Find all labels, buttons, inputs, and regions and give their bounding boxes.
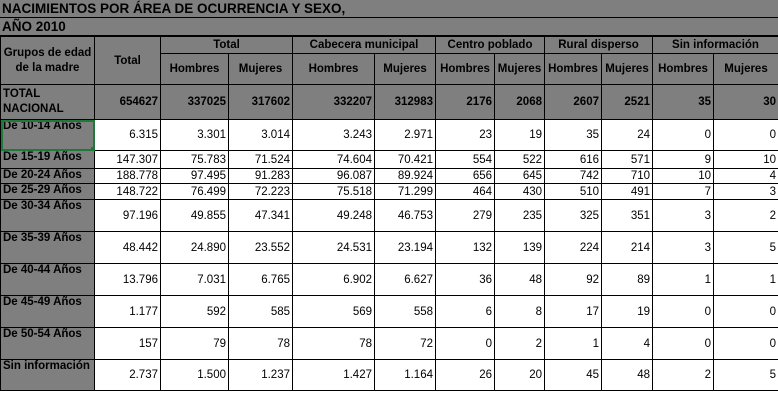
table-cell[interactable]: 92 [545, 264, 602, 296]
table-row [1, 151, 778, 169]
table-cell[interactable]: 48 [602, 360, 653, 391]
table-cell[interactable]: 75.518 [293, 184, 375, 200]
table-cell[interactable]: 5 [714, 232, 778, 264]
table-cell[interactable]: 1.237 [229, 360, 293, 391]
table-cell[interactable]: 4 [602, 328, 653, 360]
total-cell[interactable]: 30 [714, 85, 778, 120]
table-cell[interactable]: 48.442 [95, 232, 161, 264]
table-cell[interactable]: 3 [653, 232, 714, 264]
subheader-rural-disperso-hombres[interactable]: Hombres [545, 54, 602, 85]
table-cell[interactable]: 430 [495, 184, 545, 200]
table-cell[interactable]: 78 [229, 328, 293, 360]
table-cell[interactable]: 24 [602, 120, 653, 151]
table-cell[interactable]: 47.341 [229, 200, 293, 232]
total-cell[interactable]: 312983 [375, 85, 436, 120]
total-row-label[interactable]: TOTAL NACIONAL [1, 85, 95, 120]
table-cell[interactable]: 157 [95, 328, 161, 360]
table-cell[interactable]: 24.890 [161, 232, 229, 264]
table-cell[interactable]: 554 [436, 151, 495, 169]
total-cell[interactable]: 2068 [495, 85, 545, 120]
total-cell[interactable]: 2607 [545, 85, 602, 120]
table-cell[interactable]: 75.783 [161, 151, 229, 169]
table-row [1, 169, 778, 184]
table-cell[interactable]: 592 [161, 296, 229, 328]
table-row [1, 120, 778, 151]
table-cell[interactable]: 23.194 [375, 232, 436, 264]
table-cell[interactable]: 325 [545, 200, 602, 232]
table-cell[interactable]: 1 [653, 264, 714, 296]
table-cell[interactable]: 72 [375, 328, 436, 360]
table-cell[interactable]: 214 [602, 232, 653, 264]
total-cell[interactable]: 317602 [229, 85, 293, 120]
table-row [1, 232, 778, 264]
table-cell[interactable]: 96.087 [293, 169, 375, 184]
table-cell[interactable]: 7.031 [161, 264, 229, 296]
table-cell[interactable]: 19 [602, 296, 653, 328]
table-cell[interactable]: 558 [375, 296, 436, 328]
table-cell[interactable]: 585 [229, 296, 293, 328]
table-cell[interactable]: 13.796 [95, 264, 161, 296]
subheader-rural-disperso-mujeres[interactable]: Mujeres [602, 54, 653, 85]
table-row [1, 296, 778, 328]
table-cell[interactable]: 0 [714, 296, 778, 328]
table-cell[interactable]: 35 [545, 120, 602, 151]
table-cell[interactable]: 10 [653, 169, 714, 184]
table-cell[interactable]: 571 [602, 151, 653, 169]
table-cell[interactable]: 76.499 [161, 184, 229, 200]
table-cell[interactable]: 5 [714, 360, 778, 391]
subheader-cabecera-hombres[interactable]: Hombres [293, 54, 375, 85]
table-cell[interactable]: 464 [436, 184, 495, 200]
table-cell[interactable]: 49.855 [161, 200, 229, 232]
header-group-rural-disperso[interactable]: Rural disperso [545, 37, 653, 54]
table-cell[interactable]: 147.307 [95, 151, 161, 169]
total-cell[interactable]: 654627 [95, 85, 161, 120]
table-cell[interactable]: 6.902 [293, 264, 375, 296]
table-cell[interactable]: 148.722 [95, 184, 161, 200]
table-cell[interactable]: 36 [436, 264, 495, 296]
table-cell[interactable]: 510 [545, 184, 602, 200]
table-cell[interactable]: 224 [545, 232, 602, 264]
total-cell[interactable]: 337025 [161, 85, 229, 120]
table-cell[interactable]: 0 [714, 328, 778, 360]
row-label[interactable]: De 35-39 Años [1, 232, 95, 264]
table-cell[interactable]: 742 [545, 169, 602, 184]
table-cell[interactable]: 89 [602, 264, 653, 296]
header-total[interactable]: Total [95, 37, 161, 85]
table-cell[interactable]: 97.196 [95, 200, 161, 232]
table-cell[interactable]: 45 [545, 360, 602, 391]
table-cell[interactable]: 71.299 [375, 184, 436, 200]
row-label[interactable]: De 10-14 Años [1, 120, 95, 151]
table-cell[interactable]: 49.248 [293, 200, 375, 232]
total-cell[interactable]: 2521 [602, 85, 653, 120]
table-cell[interactable]: 6 [436, 296, 495, 328]
table-cell[interactable]: 1.177 [95, 296, 161, 328]
total-cell[interactable]: 2176 [436, 85, 495, 120]
subheader-centro-poblado-mujeres[interactable]: Mujeres [495, 54, 545, 85]
table-cell[interactable]: 79 [161, 328, 229, 360]
table-cell[interactable]: 1.427 [293, 360, 375, 391]
table-cell[interactable]: 710 [602, 169, 653, 184]
table-cell[interactable]: 351 [602, 200, 653, 232]
table-cell[interactable]: 6.315 [95, 120, 161, 151]
row-label[interactable]: De 20-24 Años [1, 169, 95, 184]
table-cell[interactable]: 491 [602, 184, 653, 200]
table-cell[interactable]: 20 [495, 360, 545, 391]
table-cell[interactable]: 3.301 [161, 120, 229, 151]
table-cell[interactable]: 74.604 [293, 151, 375, 169]
table-cell[interactable]: 522 [495, 151, 545, 169]
table-cell[interactable]: 26 [436, 360, 495, 391]
table-cell[interactable]: 78 [293, 328, 375, 360]
table-cell[interactable]: 1 [714, 264, 778, 296]
table-cell[interactable]: 0 [653, 120, 714, 151]
table-cell[interactable]: 188.778 [95, 169, 161, 184]
table-cell[interactable]: 48 [495, 264, 545, 296]
table-row [1, 184, 778, 200]
table-cell[interactable]: 19 [495, 120, 545, 151]
table-cell[interactable]: 2.971 [375, 120, 436, 151]
table-cell[interactable]: 0 [653, 328, 714, 360]
table-row [1, 264, 778, 296]
subheader-sin-informacion-hombres[interactable]: Hombres [653, 54, 714, 85]
table-cell[interactable]: 2 [495, 328, 545, 360]
table-cell[interactable]: 3.243 [293, 120, 375, 151]
table-cell[interactable]: 132 [436, 232, 495, 264]
table-cell[interactable]: 7 [653, 184, 714, 200]
table-cell[interactable]: 17 [545, 296, 602, 328]
table-cell[interactable]: 46.753 [375, 200, 436, 232]
table-cell[interactable]: 3 [714, 184, 778, 200]
table-cell[interactable]: 2.737 [95, 360, 161, 391]
table-cell[interactable]: 0 [436, 328, 495, 360]
total-cell[interactable]: 332207 [293, 85, 375, 120]
row-label[interactable]: Sin información [1, 360, 95, 391]
table-cell[interactable]: 89.924 [375, 169, 436, 184]
subheader-sin-informacion-mujeres[interactable]: Mujeres [714, 54, 778, 85]
table-cell[interactable]: 2 [653, 360, 714, 391]
table-cell[interactable]: 9 [653, 151, 714, 169]
header-age-group[interactable]: Grupos de edad de la madre [1, 37, 95, 85]
table-cell[interactable]: 6.627 [375, 264, 436, 296]
table-cell[interactable]: 569 [293, 296, 375, 328]
table-cell[interactable]: 10 [714, 151, 778, 169]
header-group-cabecera[interactable]: Cabecera municipal [293, 37, 436, 54]
births-table [0, 36, 778, 391]
table-cell[interactable]: 23.552 [229, 232, 293, 264]
subheader-centro-poblado-hombres[interactable]: Hombres [436, 54, 495, 85]
table-cell[interactable]: 91.283 [229, 169, 293, 184]
table-cell[interactable]: 2 [714, 200, 778, 232]
table-cell[interactable]: 616 [545, 151, 602, 169]
row-label[interactable]: De 40-44 Años [1, 264, 95, 296]
row-label[interactable]: De 15-19 Años [1, 151, 95, 169]
table-cell[interactable]: 24.531 [293, 232, 375, 264]
header-group-total[interactable]: Total [161, 37, 293, 54]
table-row [1, 328, 778, 360]
header-group-sin-informacion[interactable]: Sin información [653, 37, 778, 54]
table-row [1, 200, 778, 232]
row-label[interactable]: De 45-49 Años [1, 296, 95, 328]
table-cell[interactable]: 0 [714, 120, 778, 151]
row-label[interactable]: De 25-29 Años [1, 184, 95, 200]
table-cell[interactable]: 656 [436, 169, 495, 184]
fill-handle[interactable] [91, 147, 95, 151]
subheader-total-mujeres[interactable]: Mujeres [229, 54, 293, 85]
table-cell[interactable]: 97.495 [161, 169, 229, 184]
table-cell[interactable]: 8 [495, 296, 545, 328]
title-line-1[interactable]: NACIMIENTOS POR ÁREA DE OCURRENCIA Y SEXO, [0, 0, 778, 18]
header-group-centro-poblado[interactable]: Centro poblado [436, 37, 545, 54]
table-cell[interactable]: 3.014 [229, 120, 293, 151]
table-cell[interactable]: 0 [653, 296, 714, 328]
table-cell[interactable]: 70.421 [375, 151, 436, 169]
title-line-2[interactable]: AÑO 2010 [0, 18, 778, 36]
table-cell[interactable]: 6.765 [229, 264, 293, 296]
table-cell[interactable]: 1 [545, 328, 602, 360]
table-cell[interactable]: 235 [495, 200, 545, 232]
table-cell[interactable]: 1.164 [375, 360, 436, 391]
table-row [1, 360, 778, 391]
row-label[interactable]: De 50-54 Años [1, 328, 95, 360]
subheader-total-hombres[interactable]: Hombres [161, 54, 229, 85]
table-cell[interactable]: 1.500 [161, 360, 229, 391]
table-cell[interactable]: 23 [436, 120, 495, 151]
table-cell[interactable]: 645 [495, 169, 545, 184]
table-cell[interactable]: 3 [653, 200, 714, 232]
row-label[interactable]: De 30-34 Años [1, 200, 95, 232]
table-cell[interactable]: 71.524 [229, 151, 293, 169]
table-cell[interactable]: 4 [714, 169, 778, 184]
subheader-cabecera-mujeres[interactable]: Mujeres [375, 54, 436, 85]
table-cell[interactable]: 139 [495, 232, 545, 264]
total-cell[interactable]: 35 [653, 85, 714, 120]
table-cell[interactable]: 72.223 [229, 184, 293, 200]
table-cell[interactable]: 279 [436, 200, 495, 232]
